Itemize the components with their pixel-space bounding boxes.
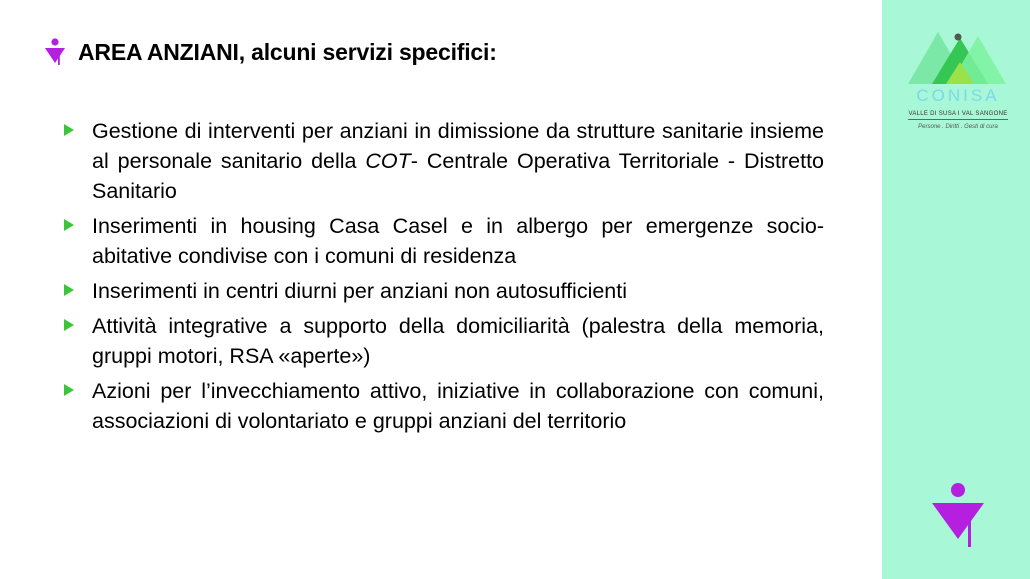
bullet-text-part: Attività integrative a supporto della domiciliarità (palestra della memoria, gruppi motori, RSA «aperte»)	[92, 314, 824, 368]
triangle-right-icon	[64, 284, 74, 296]
bullet-text	[92, 211, 824, 271]
bullet-text-part: - Centrale Operativa Territoriale - Distretto Sanitario	[92, 149, 825, 203]
logo-tagline: Persone . Diritti . Gesti di cura	[918, 124, 998, 130]
bullet-text	[92, 376, 824, 436]
bullet-list	[64, 116, 824, 441]
logo-name: CONISA	[916, 86, 1000, 105]
bullet-text	[92, 116, 824, 206]
logo-divider	[908, 119, 1008, 120]
conisa-logo-icon	[906, 28, 1010, 88]
triangle-right-icon	[64, 384, 74, 396]
bullet-item	[64, 276, 824, 306]
person-figure-icon	[44, 38, 66, 66]
bullet-text-part: Inserimenti in centri diurni per anziani non autosufficienti	[92, 279, 628, 303]
bullet-text	[92, 276, 824, 306]
title-row	[44, 38, 497, 66]
page-title: AREA ANZIANI, alcuni servizi specifici:	[78, 38, 497, 65]
bullet-item	[64, 211, 824, 271]
triangle-right-icon	[64, 319, 74, 331]
triangle-right-icon	[64, 124, 74, 136]
bullet-item	[64, 311, 824, 371]
logo-subtitle: VALLE DI SUSA I VAL SANGONE	[908, 111, 1008, 117]
bullet-text-part: Gestione di interventi per anziani in dimissione da strutture sanitarie insieme al personale sanitario della	[92, 119, 824, 173]
bullet-text-part: COT	[365, 149, 411, 173]
bullet-item	[64, 116, 824, 206]
bullet-text-part: Inserimenti in housing Casa Casel e in albergo per emergenze socio-abitative condivise con i comuni di residenza	[92, 214, 824, 268]
person-figure-icon	[928, 481, 986, 549]
triangle-right-icon	[64, 219, 74, 231]
bullet-item	[64, 376, 824, 436]
bullet-text-part: Azioni per l’invecchiamento attivo, iniziative in collaborazione con comuni, associazioni di volontariato e gruppi anziani del territorio	[92, 379, 824, 433]
bullet-text	[92, 311, 824, 371]
